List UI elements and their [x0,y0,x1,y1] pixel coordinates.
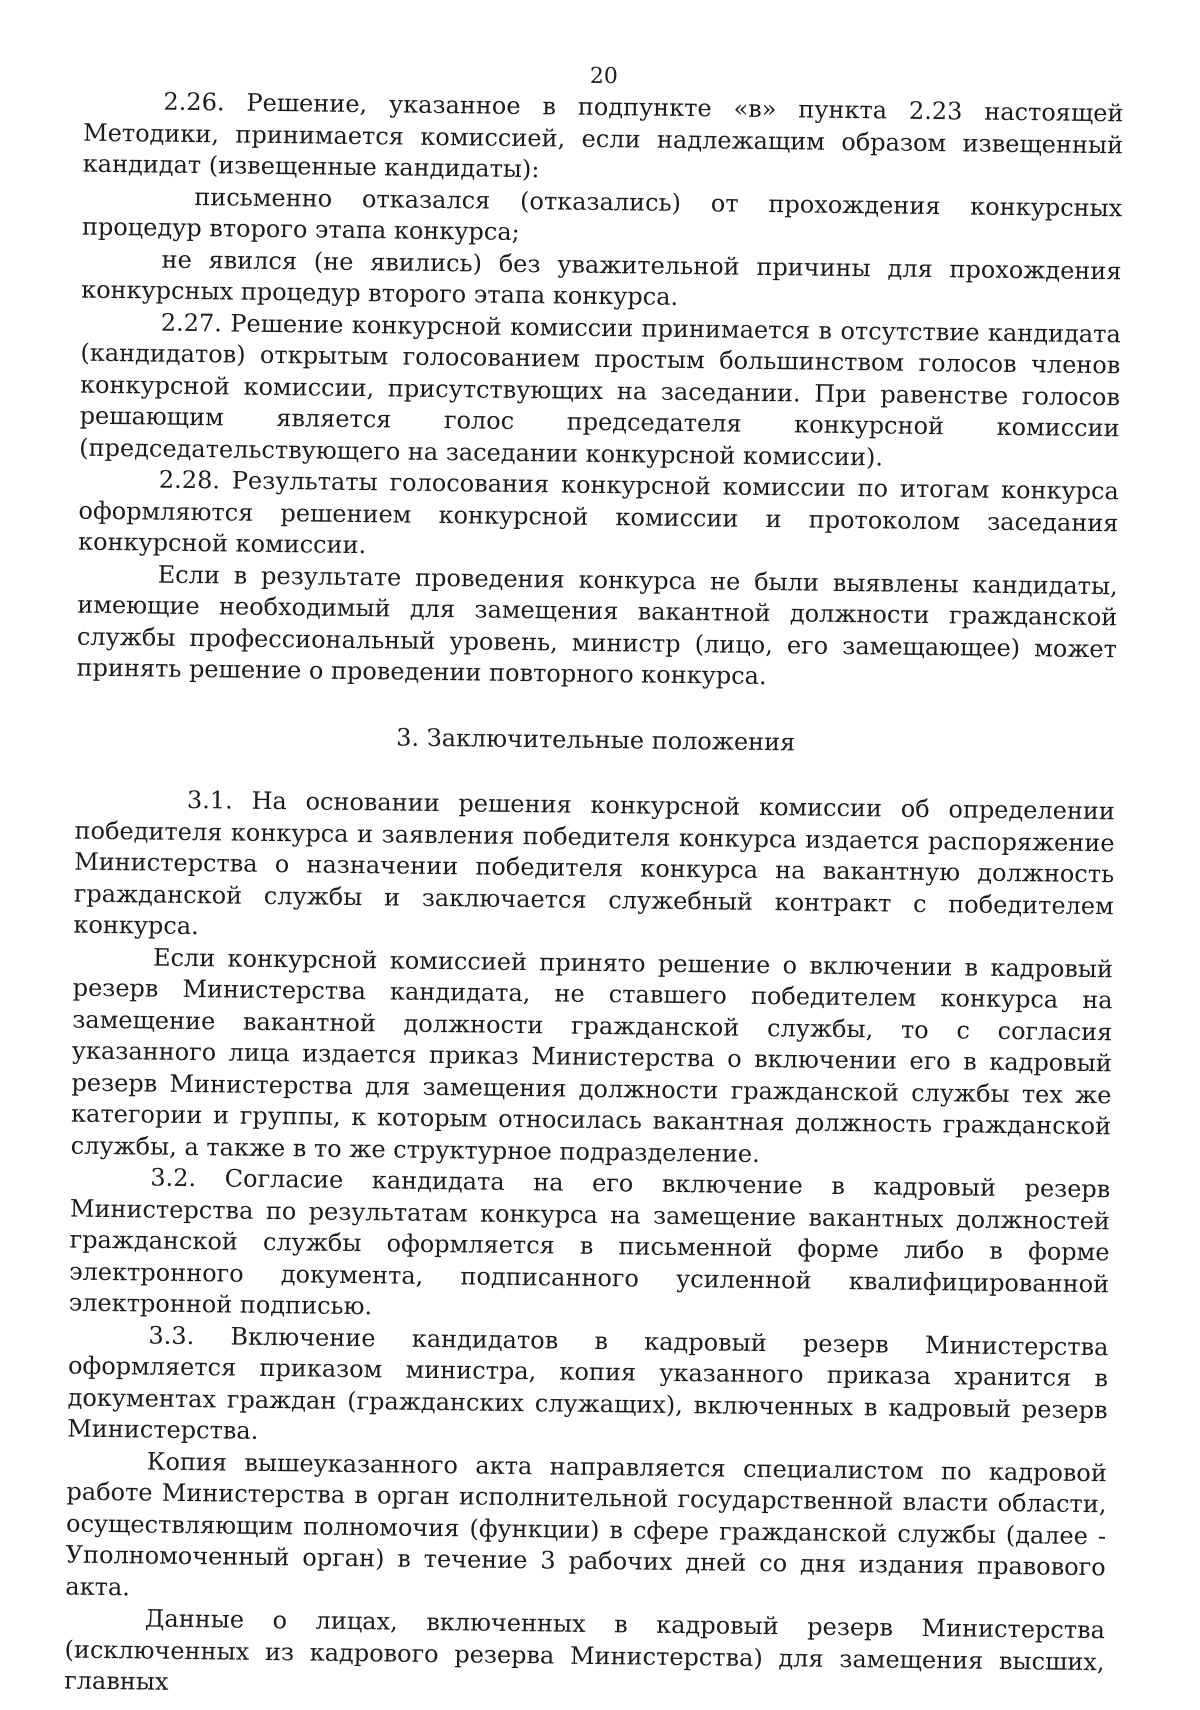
paragraph-2-28: 2.28. Результаты голосования конкурсной комиссии по итогам конкурса оформляются решением конкурсной комиссии и протоколом заседания конкурсной комиссии. [77,465,1119,560]
paragraph-3-3: 3.3. Включение кандидатов в кадровый резерв Министерства оформляется приказом министра, копия указанного приказа хранится в документах граждан (гражданских служащих), включенных в кадровый резерв Министерства. [67,1321,1109,1445]
paragraph-refused-in-writing: письменно отказался (отказались) от прохождения конкурсных процедур второго этапа конкурса; [81,182,1123,246]
paragraph-did-not-appear: не явился (не явились) без уважительной причины для прохождения конкурсных процедур второго этапа конкурса. [81,245,1122,311]
paragraph-2-27: 2.27. Решение конкурсной комиссии принимается в отсутствие кандидата (кандидатов) открытым голосованием простым большинством голосов членов конкурсной комиссии, присутствующих на заседании. При равенстве голосов решающим является голос председателя конкурсной комиссии (председательствующего на заседании конкурсной комиссии). [79,308,1121,471]
paragraph-reserve-decision: Если конкурсной комиссией принято решение о включении в кадровый резерв Министерства кандидата, не ставшего победителем конкурса на замещение вакантной должности гражданской службы, то с согласия указанного лица издается приказ Министерства о включении его в кадровый резерв Министерства для замещения должности гражданской службы тех же категории и группы, к которым относилась вакантная должность гражданской службы, а также в то же структурное подразделение. [70,943,1114,1168]
document-page [64,58,1124,1710]
paragraph-repeat-contest: Если в результате проведения конкурса не были выявлены кандидаты, имеющие необходимый для замещения вакантной должности гражданской службы профессиональный уровень, министр (лицо, его замещающее) может принять решение о проведении повторного конкурса. [76,560,1118,691]
paragraph-2-26: 2.26. Решение, указанное в подпункте «в» пункта 2.23 настоящей Методики, принимается комиссией, если надлежащим образом извещенный кандидат (извещенные кандидаты): [82,87,1124,184]
paragraph-reserve-data: Данные о лицах, включенных в кадровый резерв Министерства (исключенных из кадрового резерва Министерства) для замещения высших, главных [64,1604,1106,1696]
paragraph-3-1: 3.1. На основании решения конкурсной комиссии об определении победителя конкурса и заявления победителя конкурса издается распоряжение Министерства о назначении победителя конкурса на вакантную должность гражданской службы и заключается служебный контракт с победителем конкурса. [73,785,1116,941]
section-title: 3. Заключительные положения [396,723,796,756]
page-number: 20 [589,63,618,90]
paragraph-act-copy: Копия вышеуказанного акта направляется специалистом по кадровой работе Министерства в орган исполнительной государственной власти области, осуществляющим полномочия (функции) в сфере гражданской службы (далее - Уполномоченный орган) в течение 3 рабочих дней со дня издания правового акта. [65,1447,1107,1601]
paragraph-3-2: 3.2. Согласие кандидата на его включение в кадровый резерв Министерства по результатам конкурса на замещение вакантных должностей гражданской службы оформляется в письменной форме либо в форме электронного документа, подписанного усиленной квалифицированной электронной подписью. [68,1163,1111,1321]
